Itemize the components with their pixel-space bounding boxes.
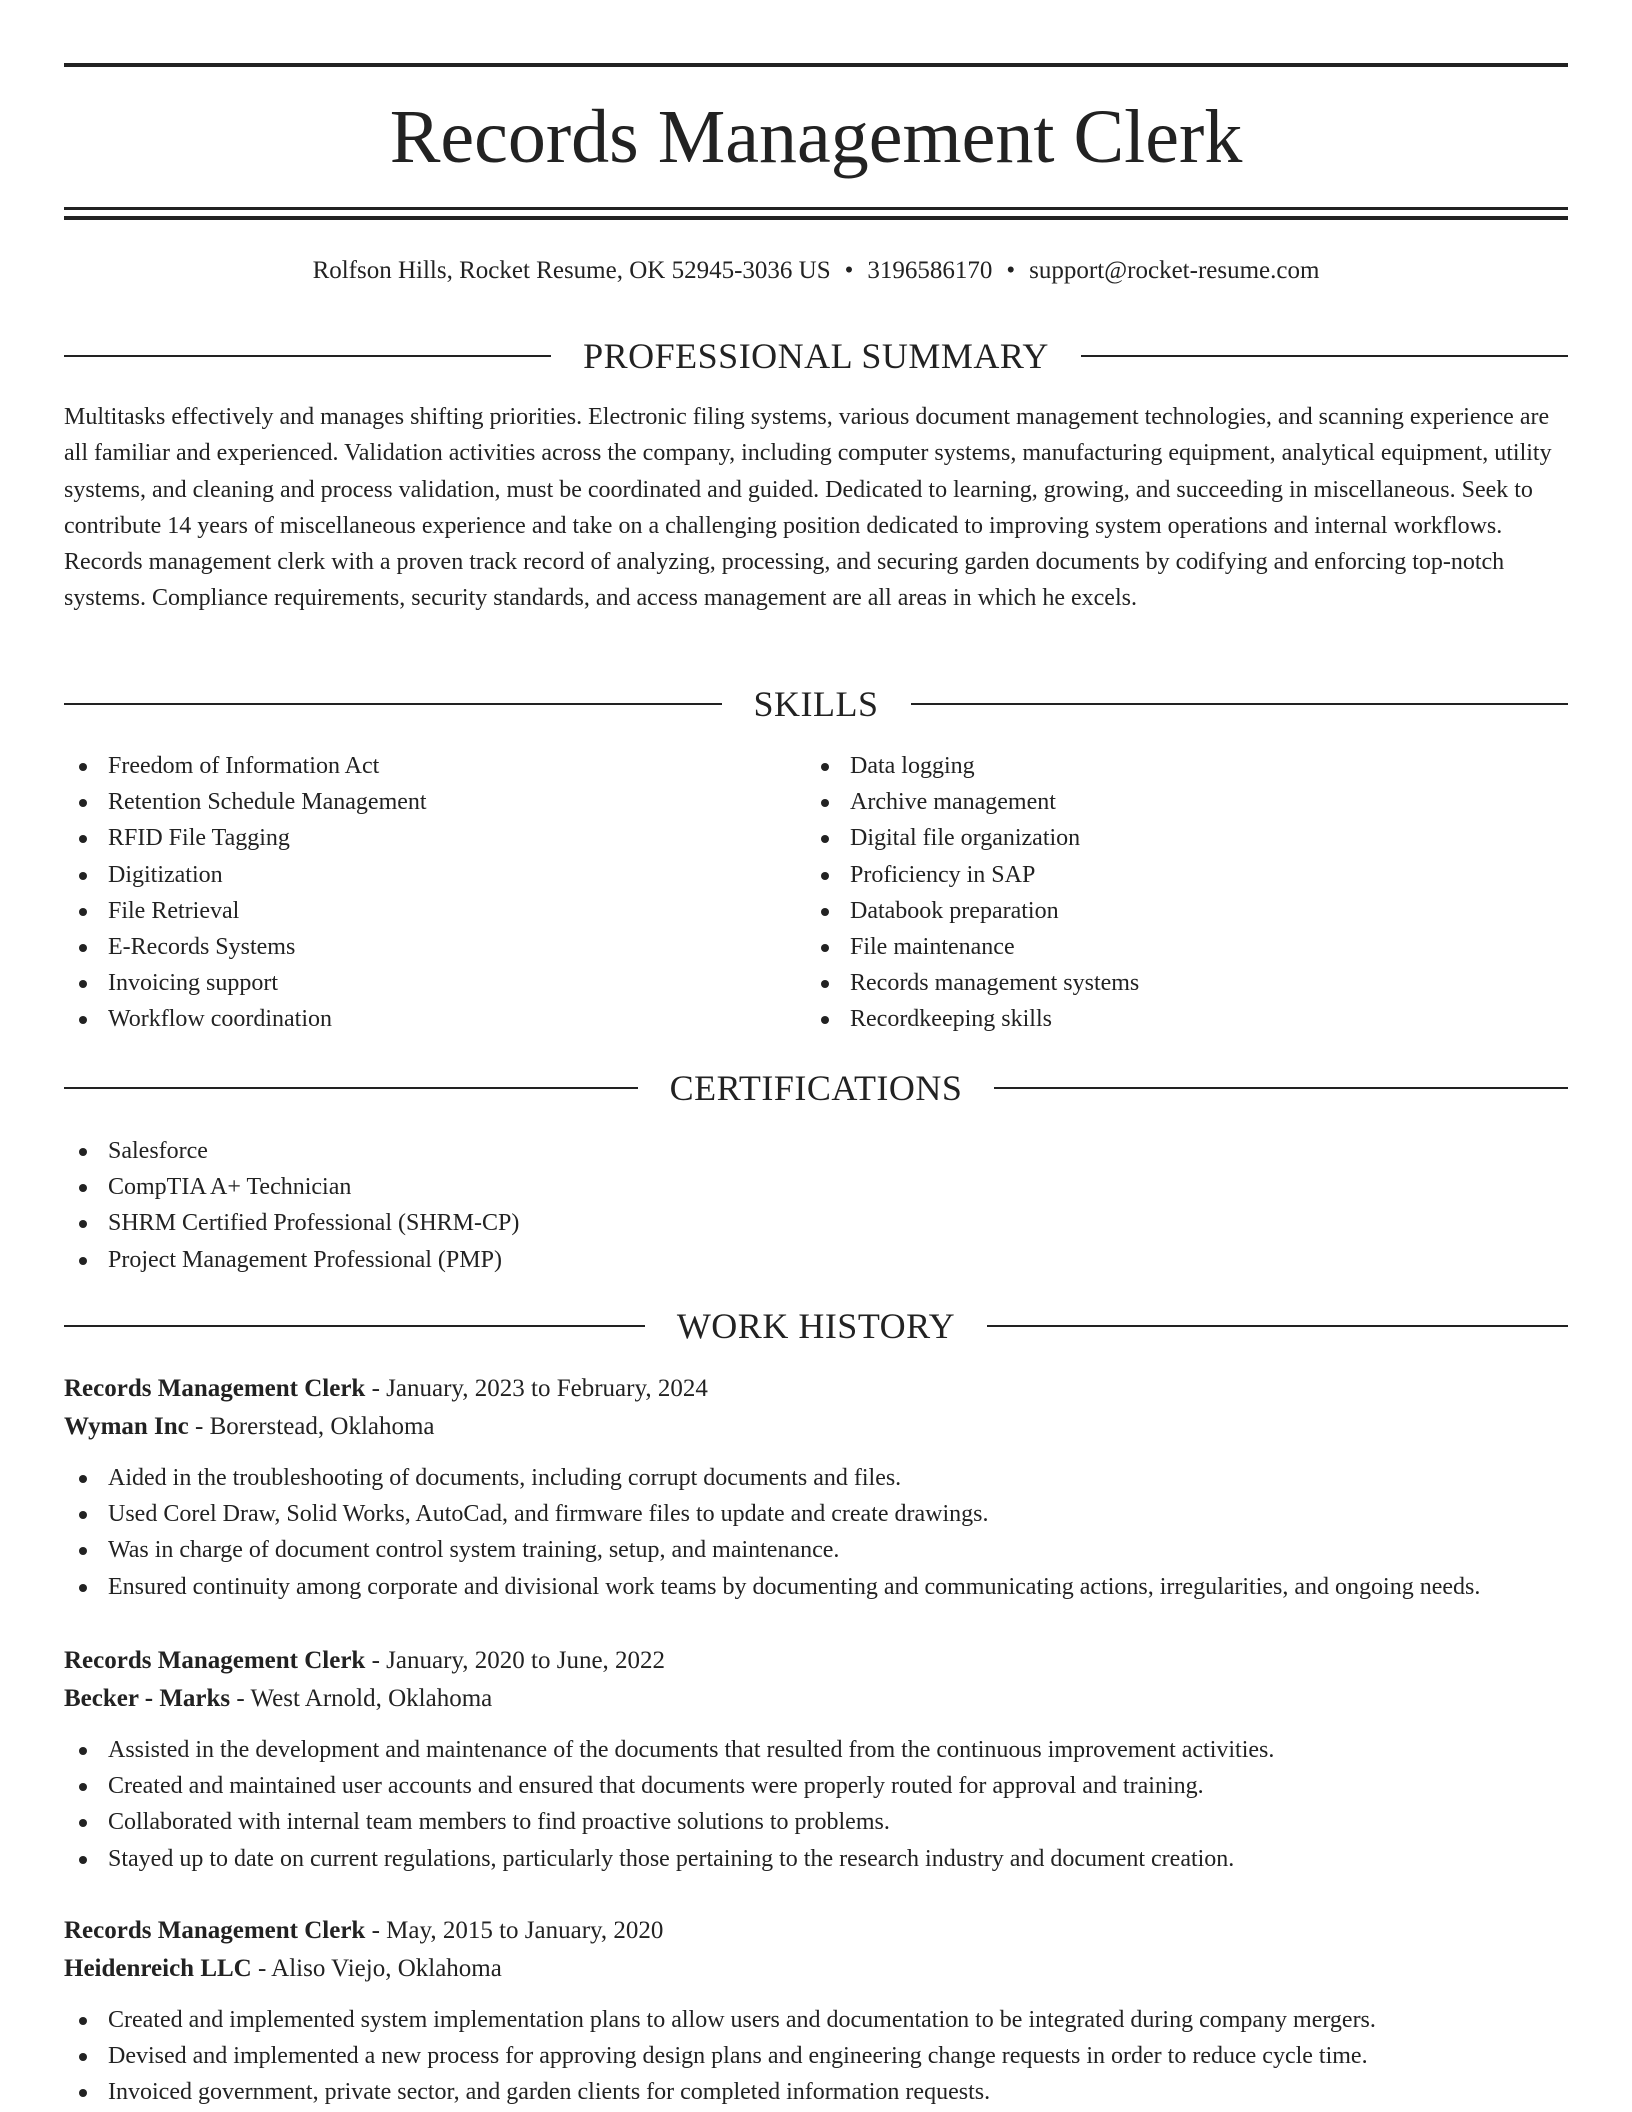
contact-separator: • <box>1006 257 1016 284</box>
job-duties-list <box>64 1732 1568 1877</box>
resume-name: Records Management Clerk <box>389 95 1243 179</box>
summary-paragraph: Multitasks effectively and manages shifting priorities. Electronic filing systems, various document management technologies, and scanning experience are all familiar and experienced. Validation activities across the company, including computer systems, manufacturing equipment, analytical equipment, utility systems, and cleaning and process validation, must be coordinated and guided. Dedicated to learning, growing, and succeeding in miscellaneous. Seek to contribute 14 years of miscellaneous experience and take on a challenging position dedicated to improving system operations and internal workflows. Records management clerk with a proven track record of analyzing, processing, and securing garden documents by codifying and enforcing top-notch systems. Compliance requirements, security standards, and access management are all areas in which he excels. <box>64 404 1552 612</box>
section-title-work-history: WORK HISTORY <box>676 1306 956 1346</box>
section-title-summary: PROFESSIONAL SUMMARY <box>583 336 1049 376</box>
skill-item: Archive management <box>806 784 1546 820</box>
certification-item: SHRM Certified Professional (SHRM-CP) <box>64 1205 1568 1241</box>
skill-item: Digitization <box>64 857 804 893</box>
skill-item: Databook preparation <box>806 893 1546 929</box>
job-duty-item: Invoiced government, private sector, and garden clients for completed information requests. <box>64 2074 1568 2110</box>
contact-email: support@rocket-resume.com <box>1029 257 1320 284</box>
skills-list-right <box>806 748 1546 1038</box>
skills-list-left <box>64 748 804 1038</box>
job-role-line <box>64 1370 1568 1408</box>
skill-item: Data logging <box>806 748 1546 784</box>
job-duty-item: Created and maintained user accounts and ensured that documents were properly routed for approval and training. <box>64 1768 1568 1804</box>
job-entry <box>64 1642 1568 1877</box>
job-duty-item: Stayed up to date on current regulations, particularly those pertaining to the research industry and document creation. <box>64 1841 1568 1877</box>
heading-rule-left <box>64 1087 638 1089</box>
job-duty-item: Created and implemented system implementation plans to allow users and documentation to be integrated during company mergers. <box>64 2002 1568 2038</box>
heading-rule-right <box>911 703 1569 705</box>
heading-rule-right <box>1081 355 1568 357</box>
heading-rule-left <box>64 703 722 705</box>
job-location: - Aliso Viejo, Oklahoma <box>251 1955 502 1982</box>
section-heading-certifications <box>64 1066 1568 1110</box>
job-company-line <box>64 1408 1568 1446</box>
job-entry <box>64 1912 1568 2111</box>
job-duty-item: Was in charge of document control system training, setup, and maintenance. <box>64 1532 1568 1568</box>
skill-item: Freedom of Information Act <box>64 748 804 784</box>
job-company: Wyman Inc <box>64 1413 189 1440</box>
section-title-certifications: CERTIFICATIONS <box>669 1068 963 1108</box>
certification-item: CompTIA A+ Technician <box>64 1169 1568 1205</box>
skill-item: Proficiency in SAP <box>806 857 1546 893</box>
job-company-line <box>64 1680 1568 1718</box>
job-location: - Borerstead, Oklahoma <box>188 1413 435 1440</box>
job-duty-item: Collaborated with internal team members to find proactive solutions to problems. <box>64 1804 1568 1840</box>
job-duty-item: Devised and implemented a new process for approving design plans and engineering change requests in order to reduce cycle time. <box>64 2038 1568 2074</box>
header-double-rule-upper <box>64 207 1568 210</box>
certification-item: Project Management Professional (PMP) <box>64 1242 1568 1278</box>
job-duty-item: Used Corel Draw, Solid Works, AutoCad, and firmware files to update and create drawings. <box>64 1496 1568 1532</box>
job-dates: - January, 2023 to February, 2024 <box>365 1375 708 1402</box>
section-title-skills: SKILLS <box>753 684 879 724</box>
job-company-line <box>64 1950 1568 1988</box>
job-dates: - January, 2020 to June, 2022 <box>365 1647 666 1674</box>
certifications-list <box>64 1133 1568 1278</box>
section-heading-skills <box>64 682 1568 726</box>
heading-rule-left <box>64 1325 645 1327</box>
job-role-line <box>64 1642 1568 1680</box>
job-company: Becker - Marks <box>64 1685 231 1712</box>
contact-line <box>64 254 1568 288</box>
job-duty-item: Aided in the troubleshooting of documents, including corrupt documents and files. <box>64 1460 1568 1496</box>
heading-rule-left <box>64 355 551 357</box>
job-title: Records Management Clerk <box>64 1375 366 1402</box>
skill-item: Records management systems <box>806 965 1546 1001</box>
skill-item: Retention Schedule Management <box>64 784 804 820</box>
job-location: - West Arnold, Oklahoma <box>230 1685 493 1712</box>
skill-item: Workflow coordination <box>64 1001 804 1037</box>
contact-phone: 3196586170 <box>867 257 993 284</box>
job-duty-item: Ensured continuity among corporate and divisional work teams by documenting and communicating actions, irregularities, and ongoing needs. <box>64 1569 1568 1605</box>
skill-item: Digital file organization <box>806 820 1546 856</box>
skill-item: Invoicing support <box>64 965 804 1001</box>
skill-item: E-Records Systems <box>64 929 804 965</box>
job-dates: - May, 2015 to January, 2020 <box>365 1917 664 1944</box>
heading-rule-right <box>994 1087 1568 1089</box>
contact-separator: • <box>844 257 854 284</box>
job-title: Records Management Clerk <box>64 1647 366 1674</box>
skill-item: File maintenance <box>806 929 1546 965</box>
skill-item: RFID File Tagging <box>64 820 804 856</box>
heading-rule-right <box>987 1325 1568 1327</box>
skill-item: File Retrieval <box>64 893 804 929</box>
header-double-rule-lower <box>64 216 1568 220</box>
job-duty-item: Assisted in the development and maintenance of the documents that resulted from the continuous improvement activities. <box>64 1732 1568 1768</box>
job-duties-list <box>64 2002 1568 2111</box>
job-company: Heidenreich LLC <box>64 1955 252 1982</box>
job-title: Records Management Clerk <box>64 1917 366 1944</box>
job-duties-list <box>64 1460 1568 1605</box>
header-top-rule <box>64 63 1568 67</box>
contact-address: Rolfson Hills, Rocket Resume, OK 52945-3036 US <box>312 257 831 284</box>
section-heading-work-history <box>64 1304 1568 1348</box>
section-heading-summary <box>64 334 1568 378</box>
job-role-line <box>64 1912 1568 1950</box>
certification-item: Salesforce <box>64 1133 1568 1169</box>
skill-item: Recordkeeping skills <box>806 1001 1546 1037</box>
job-entry <box>64 1370 1568 1605</box>
